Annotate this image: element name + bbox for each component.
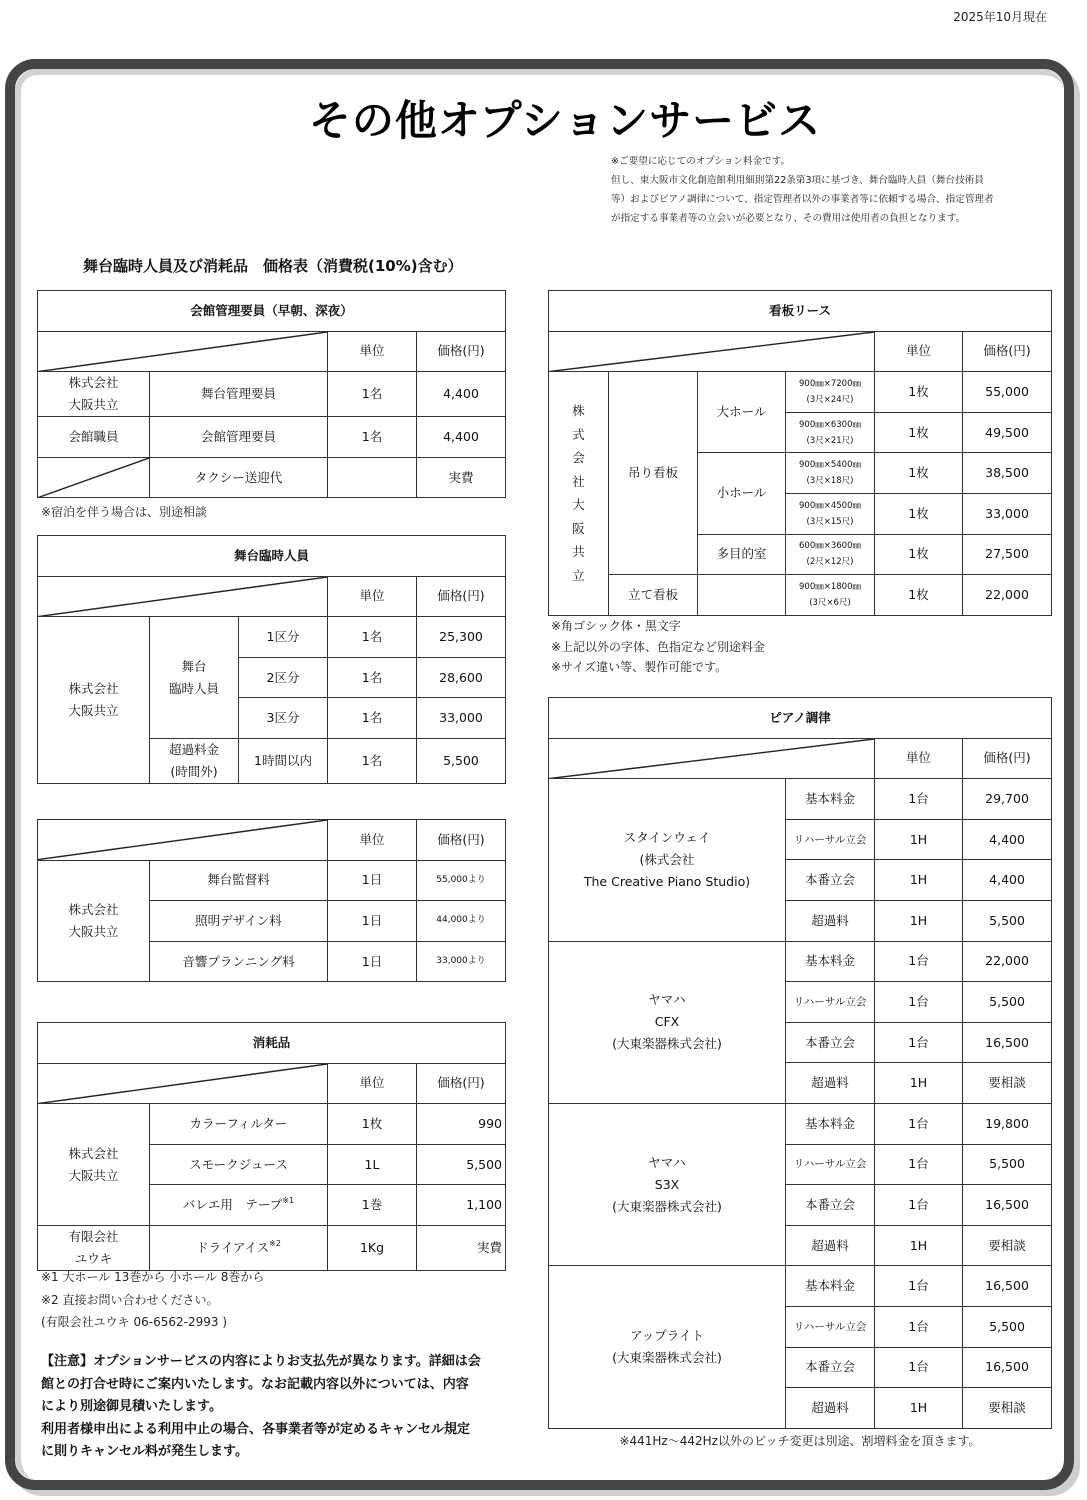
table-row — [38, 372, 506, 417]
price-cell: 16,500 — [963, 1266, 1052, 1307]
header-diagonal — [38, 576, 328, 617]
intro-line: が指定する事業者等の立会いが必要となり、その費用は使用者の負担となります。 — [611, 213, 966, 224]
empty-diagonal-cell — [38, 457, 150, 498]
item-cell: 本番立会 — [786, 1347, 875, 1388]
provider-cell: 株式会社 大阪共立 — [38, 617, 150, 784]
provider-cell: 株式会社 大阪共立 — [38, 1104, 150, 1226]
header-unit: 単位 — [328, 820, 417, 861]
category-cell: 舞台 臨時人員 — [150, 617, 239, 739]
table-piano-tuning — [548, 697, 1052, 1429]
size-shaku: (3尺×15尺) — [806, 516, 854, 527]
price-cell: 4,400 — [963, 860, 1052, 901]
price-cell: 16,500 — [963, 1022, 1052, 1063]
price-cell: 実費 — [417, 457, 506, 498]
note-kanri: ※宿泊を伴う場合は、別途相談 — [41, 505, 208, 519]
provider-cell: 株式会社 大阪共立 — [38, 860, 150, 982]
caution-line: に則りキャンセル料が発生します。 — [41, 1444, 248, 1460]
price-cell: 33,000 — [963, 493, 1052, 534]
diagonal-line — [549, 332, 874, 372]
diagonal-line — [38, 458, 149, 498]
size-cell — [786, 412, 875, 453]
size-cell — [786, 575, 875, 616]
piano-model-cell: アップライト (大東楽器株式会社) — [549, 1266, 786, 1428]
item-cell: 3区分 — [239, 698, 328, 739]
price-cell: 55,000 — [963, 372, 1052, 413]
price-cell: 38,500 — [963, 453, 1052, 494]
unit-cell: 1Kg — [328, 1225, 417, 1270]
header-diagonal — [38, 331, 328, 372]
table-row — [549, 575, 1052, 616]
caution-text — [41, 1351, 511, 1464]
size-shaku: (3尺×24尺) — [806, 394, 854, 405]
table-row — [549, 1103, 1052, 1144]
size-mm: 900㎜×6300㎜ — [799, 419, 861, 430]
table-row — [38, 820, 506, 861]
item-cell: 会館管理要員 — [150, 417, 328, 458]
caution-line: 【注意】オプションサービスの内容によりお支払先が異なります。詳細は会 — [41, 1354, 481, 1369]
item-cell: 超過料 — [786, 1063, 875, 1104]
diagonal-line — [38, 1064, 327, 1104]
table-row — [38, 1225, 506, 1270]
header-unit: 単位 — [328, 331, 417, 372]
item-cell: 本番立会 — [786, 860, 875, 901]
item-cell: 超過料 — [786, 900, 875, 941]
unit-cell: 1台 — [875, 1185, 963, 1226]
table-consumables — [37, 1022, 506, 1271]
item-cell: 2区分 — [239, 657, 328, 698]
price-cell: 49,500 — [963, 412, 1052, 453]
unit-cell: 1枚 — [875, 412, 963, 453]
price-cell: 28,600 — [417, 657, 506, 698]
header-unit: 単位 — [875, 738, 963, 779]
unit-cell: 1台 — [875, 1266, 963, 1307]
caution-line: 利用者様申出による利用中止の場合、各事業者等が定めるキャンセル規定 — [41, 1421, 471, 1437]
unit-cell: 1H — [875, 1225, 963, 1266]
provider-cell: 株 式 会 社 大 阪 共 立 — [549, 372, 609, 616]
size-cell — [786, 534, 875, 575]
unit-cell: 1枚 — [875, 493, 963, 534]
diagonal-line — [549, 739, 874, 779]
unit-cell: 1日 — [328, 901, 417, 942]
unit-cell: 1名 — [328, 657, 417, 698]
header-unit: 単位 — [875, 331, 963, 372]
item-cell: 本番立会 — [786, 1185, 875, 1226]
unit-cell: 1枚 — [875, 372, 963, 413]
price-cell: 1,100 — [417, 1185, 506, 1226]
item-cell: ドライアイス$^{※2}$ — [150, 1225, 328, 1270]
price-cell: 実費 — [417, 1225, 506, 1270]
unit-cell: 1H — [875, 819, 963, 860]
intro-line: 等）およびピアノ調律について、指定管理者以外の事業者等に依頼する場合、指定管理者 — [611, 194, 994, 205]
header-price: 価格(円) — [417, 1063, 506, 1104]
header-unit: 単位 — [328, 576, 417, 617]
unit-cell: 1台 — [875, 1144, 963, 1185]
table-row — [38, 536, 506, 577]
unit-cell: 1H — [875, 860, 963, 901]
unit-cell: 1H — [875, 1063, 963, 1104]
item-cell: 超過料 — [786, 1225, 875, 1266]
header-price: 価格(円) — [417, 331, 506, 372]
as-of-date: 2025年10月現在 — [953, 10, 1047, 24]
caution-line: 館との打合せ時にご案内いたします。なお記載内容以外については、内容 — [41, 1376, 469, 1392]
item-cell: カラーフィルター — [150, 1104, 328, 1145]
unit-cell: 1名 — [328, 617, 417, 658]
table-signboard-lease — [548, 290, 1052, 616]
table-title: ピアノ調律 — [549, 698, 1052, 739]
table-design-fees — [37, 819, 506, 982]
footnote-marker: ※2 — [269, 1238, 281, 1248]
header-unit: 単位 — [328, 1063, 417, 1104]
intro-line: 但し、東大阪市文化創造館利用細則第22条第3項に基づき、舞台臨時人員（舞台技術員 — [611, 175, 984, 186]
price-table-subtitle: 舞台臨時人員及び消耗品 価格表（消費税(10%)含む） — [83, 257, 463, 275]
price-cell: 16,500 — [963, 1185, 1052, 1226]
type-cell: 立て看板 — [609, 575, 698, 616]
table-row — [549, 372, 1052, 413]
unit-cell: 1台 — [875, 779, 963, 820]
intro-notes — [611, 152, 1051, 228]
price-cell: 要相談 — [963, 1225, 1052, 1266]
price-cell: 22,000 — [963, 575, 1052, 616]
item-cell: バレエ用 テープ$^{※1}$ — [150, 1185, 328, 1226]
unit-cell: 1巻 — [328, 1185, 417, 1226]
size-mm: 900㎜×7200㎜ — [799, 378, 861, 389]
note-piano: ※441Hz～442Hz以外のピッチ変更は別途、割増料金を頂きます。 — [619, 1434, 981, 1448]
size-cell — [786, 372, 875, 413]
header-diagonal — [549, 331, 875, 372]
item-cell: 舞台監督料 — [150, 860, 328, 901]
price-cell: 5,500 — [963, 982, 1052, 1023]
header-price: 価格(円) — [417, 576, 506, 617]
diagonal-line — [38, 820, 327, 860]
table-row — [38, 617, 506, 658]
price-cell: 4,400 — [417, 372, 506, 417]
piano-model-cell: スタインウェイ (株式会社 The Creative Piano Studio) — [549, 779, 786, 941]
price-cell: 22,000 — [963, 941, 1052, 982]
unit-cell: 1H — [875, 1388, 963, 1429]
size-cell — [786, 453, 875, 494]
unit-cell — [328, 457, 417, 498]
unit-cell: 1H — [875, 900, 963, 941]
item-cell: 照明デザイン料 — [150, 901, 328, 942]
provider-cell: 有限会社 ユウキ — [38, 1225, 150, 1270]
header-price: 価格(円) — [963, 331, 1052, 372]
header-price: 価格(円) — [417, 820, 506, 861]
price-cell: 29,700 — [963, 779, 1052, 820]
header-diagonal — [38, 820, 328, 861]
hall-cell: 小ホール — [698, 453, 786, 534]
unit-cell: 1名 — [328, 372, 417, 417]
table-row — [38, 1104, 506, 1145]
size-cell — [786, 493, 875, 534]
price-cell: 33,000より — [417, 941, 506, 982]
size-mm: 900㎜×1800㎜ — [799, 581, 861, 592]
table-title: 舞台臨時人員 — [38, 536, 506, 577]
hall-cell — [698, 575, 786, 616]
header-price: 価格(円) — [963, 738, 1052, 779]
unit-cell: 1枚 — [875, 575, 963, 616]
unit-cell: 1台 — [875, 1306, 963, 1347]
unit-cell: 1枚 — [875, 534, 963, 575]
item-cell: 音響プランニング料 — [150, 941, 328, 982]
table-title: 会館管理要員（早朝、深夜） — [38, 291, 506, 332]
table-row — [38, 417, 506, 458]
table-row — [549, 779, 1052, 820]
unit-cell: 1枚 — [875, 453, 963, 494]
item-cell: 基本料金 — [786, 1266, 875, 1307]
unit-cell: 1名 — [328, 738, 417, 783]
caution-line: により別途御見積いたします。 — [41, 1399, 222, 1415]
provider-cell: 株式会社 大阪共立 — [38, 372, 150, 417]
diagonal-line — [38, 332, 327, 372]
table-row — [549, 738, 1052, 779]
price-cell: 25,300 — [417, 617, 506, 658]
type-cell: 吊り看板 — [609, 372, 698, 575]
price-cell: 5,500 — [417, 1144, 506, 1185]
size-shaku: (3尺×6尺) — [809, 597, 851, 608]
item-cell: スモークジュース — [150, 1144, 328, 1185]
note-signboard-3: ※サイズ違い等、製作可能です。 — [551, 660, 728, 674]
price-cell: 55,000より — [417, 860, 506, 901]
price-cell: 990 — [417, 1104, 506, 1145]
table-row — [38, 1023, 506, 1064]
item-cell: リハーサル立会 — [786, 819, 875, 860]
piano-model-cell: ヤマハ S3X (大東楽器株式会社) — [549, 1103, 786, 1265]
table-row — [38, 291, 506, 332]
piano-model-cell: ヤマハ CFX (大東楽器株式会社) — [549, 941, 786, 1103]
header-diagonal — [549, 738, 875, 779]
item-cell: 1区分 — [239, 617, 328, 658]
table-row — [549, 291, 1052, 332]
price-cell: 要相談 — [963, 1388, 1052, 1429]
price-cell: 5,500 — [417, 738, 506, 783]
unit-cell: 1台 — [875, 1022, 963, 1063]
price-cell: 要相談 — [963, 1063, 1052, 1104]
category-cell: 超過料金 (時間外) — [150, 738, 239, 783]
table-row — [38, 1063, 506, 1104]
size-mm: 600㎜×3600㎜ — [799, 541, 861, 552]
item-cell: 基本料金 — [786, 779, 875, 820]
unit-cell: 1台 — [875, 1103, 963, 1144]
item-cell: 1時間以内 — [239, 738, 328, 783]
footnote-marker: ※1 — [282, 1196, 295, 1206]
size-mm: 900㎜×5400㎜ — [799, 460, 861, 471]
note-consumables-1: ※1 大ホール 13巻から 小ホール 8巻から — [41, 1270, 265, 1284]
table-row — [549, 331, 1052, 372]
size-shaku: (3尺×21尺) — [806, 435, 854, 446]
unit-cell: 1枚 — [328, 1104, 417, 1145]
table-row — [38, 576, 506, 617]
table-row — [549, 1266, 1052, 1307]
item-cell: 超過料 — [786, 1388, 875, 1429]
note-signboard-1: ※角ゴシック体・黒文字 — [551, 619, 681, 633]
item-cell: 本番立会 — [786, 1022, 875, 1063]
item-cell: 基本料金 — [786, 1103, 875, 1144]
price-cell: 44,000より — [417, 901, 506, 942]
table-row — [38, 457, 506, 498]
table-row — [549, 941, 1052, 982]
price-cell: 4,400 — [417, 417, 506, 458]
item-cell: リハーサル立会 — [786, 1306, 875, 1347]
table-row — [549, 698, 1052, 739]
intro-line: ※ご要望に応じてのオプション料金です。 — [611, 156, 791, 167]
table-title: 看板リース — [549, 291, 1052, 332]
price-cell: 33,000 — [417, 698, 506, 739]
price-cell: 27,500 — [963, 534, 1052, 575]
price-cell: 5,500 — [963, 1144, 1052, 1185]
price-cell: 5,500 — [963, 1306, 1052, 1347]
table-row — [38, 860, 506, 901]
size-shaku: (3尺×18尺) — [806, 476, 854, 487]
note-signboard-2: ※上記以外の字体、色指定など別途料金 — [551, 640, 766, 654]
size-mm: 900㎜×4500㎜ — [799, 500, 861, 511]
hall-cell: 多目的室 — [698, 534, 786, 575]
page-title: その他オプションサービス — [308, 96, 822, 145]
table-stage-temp-staff — [37, 535, 506, 784]
unit-cell: 1名 — [328, 698, 417, 739]
table-row — [38, 331, 506, 372]
note-consumables-2: ※2 直接お問い合わせください。 — [41, 1293, 219, 1307]
item-cell: 舞台管理要員 — [150, 372, 328, 417]
unit-cell: 1名 — [328, 417, 417, 458]
item-cell: タクシー送迎代 — [150, 457, 328, 498]
provider-cell: 会館職員 — [38, 417, 150, 458]
unit-cell: 1日 — [328, 941, 417, 982]
unit-cell: 1台 — [875, 1347, 963, 1388]
unit-cell: 1台 — [875, 941, 963, 982]
price-cell: 5,500 — [963, 900, 1052, 941]
item-cell: リハーサル立会 — [786, 982, 875, 1023]
table-kanri-staff — [37, 290, 506, 498]
table-title: 消耗品 — [38, 1023, 506, 1064]
diagonal-line — [38, 577, 327, 617]
price-cell: 4,400 — [963, 819, 1052, 860]
size-shaku: (2尺×12尺) — [806, 557, 854, 568]
unit-cell: 1台 — [875, 982, 963, 1023]
item-cell: 基本料金 — [786, 941, 875, 982]
note-consumables-3: (有限会社ユウキ 06-6562-2993 ) — [41, 1315, 228, 1329]
item-cell: リハーサル立会 — [786, 1144, 875, 1185]
unit-cell: 1L — [328, 1144, 417, 1185]
price-cell: 19,800 — [963, 1103, 1052, 1144]
price-cell: 16,500 — [963, 1347, 1052, 1388]
header-diagonal — [38, 1063, 328, 1104]
unit-cell: 1日 — [328, 860, 417, 901]
hall-cell: 大ホール — [698, 372, 786, 453]
